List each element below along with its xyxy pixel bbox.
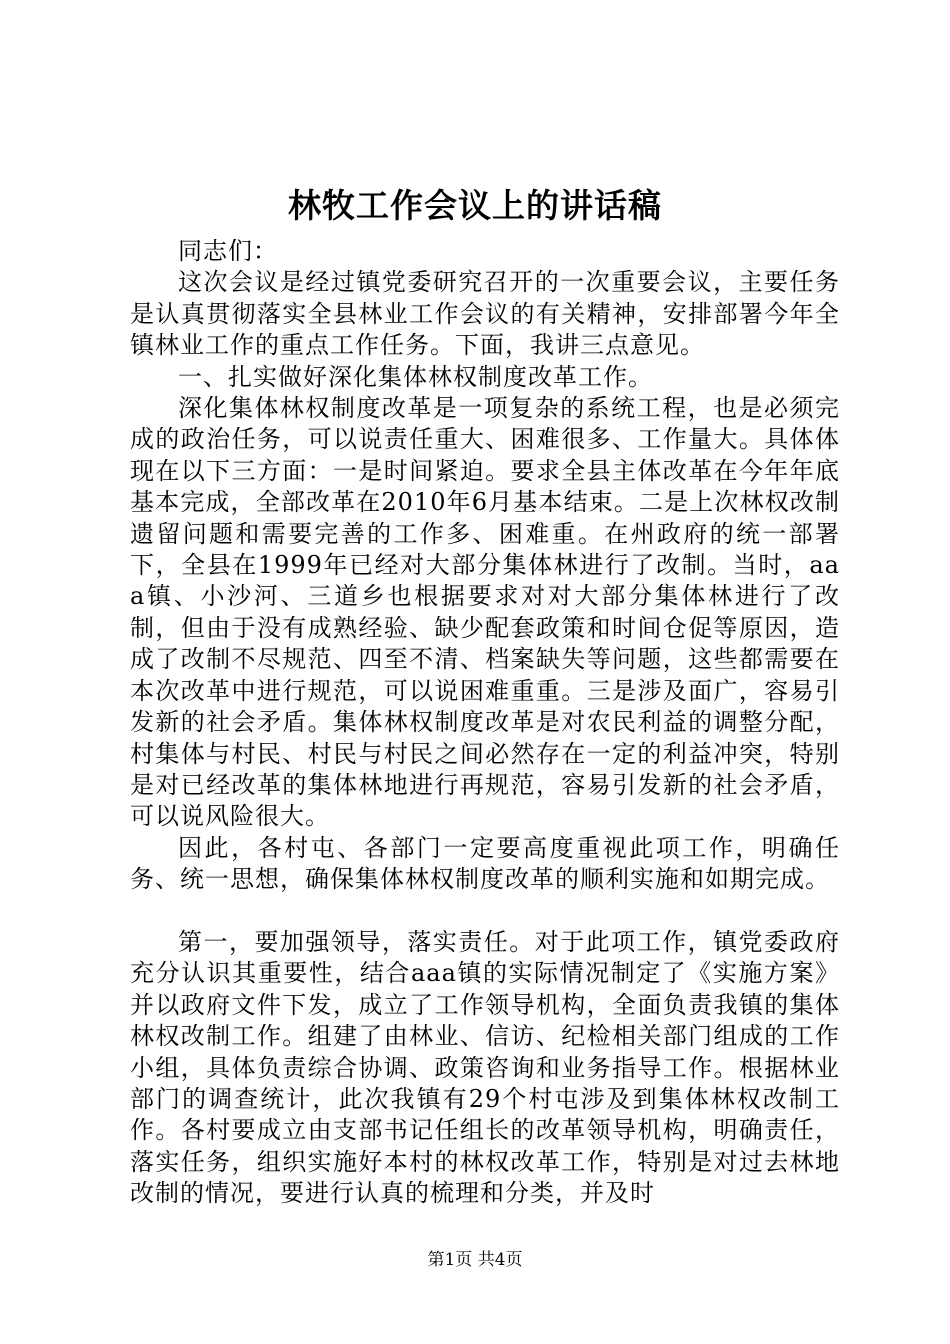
paragraph-intro: 这次会议是经过镇党委研究召开的一次重要会议，主要任务是认真贯彻落实全县林业工作会议的有关精神，安排部署今年全镇林业工作的重点工作任务。下面，我讲三点意见。 [130, 268, 840, 360]
salutation: 同志们： [178, 237, 278, 265]
section-heading-1: 一、扎实做好深化集体林权制度改革工作。 [178, 362, 653, 391]
paragraph-reform: 深化集体林权制度改革是一项复杂的系统工程，也是必须完成的政治任务，可以说责任重大、困难很多、工作量大。具体体现在以下三方面：一是时间紧迫。要求全县主体改革在今年年底基本完成，全部改革在2010年6月基本结束。二是上次林权改制遗留问题和需要完善的工作多、困难重。在州政府的统一部署下，全县在1999年已经对大部分集体林进行了改制。当时，aaa镇、小沙河、三道乡也根据要求对对大部分集体林进行了改制，但由于没有成熟经验、缺少配套政策和时间仓促等原因，造成了改制不尽规范、四至不清、档案缺失等问题，这些都需要在本次改革中进行规范，可以说困难重重。三是涉及面广，容易引发新的社会矛盾。集体林权制度改革是对农民利益的调整分配，村集体与村民、村民与村民之间必然存在一定的利益冲突，特别是对已经改革的集体林地进行再规范，容易引发新的社会矛盾，可以说风险很大。 [130, 394, 840, 831]
paragraph-first: 第一，要加强领导，落实责任。对于此项工作，镇党委政府充分认识其重要性，结合aaa镇的实际情况制定了《实施方案》并以政府文件下发，成立了工作领导机构，全面负责我镇的集体林权改制工作。组建了由林业、信访、纪检相关部门组成的工作小组，具体负责综合协调、政策咨询和业务指导工作。根据林业部门的调查统计，此次我镇有29个村屯涉及到集体林权改制工作。各村要成立由支部书记任组长的改革领导机构，明确责任，落实任务，组织实施好本村的林权改革工作，特别是对过去林地改制的情况，要进行认真的梳理和分类，并及时 [130, 927, 840, 1208]
page-footer: 第1页 共4页 [427, 1250, 523, 1270]
document-body [130, 236, 840, 1210]
paragraph-therefore: 因此，各村屯、各部门一定要高度重视此项工作，明确任务、统一思想，确保集体林权制度改革的顺利实施和如期完成。 [130, 833, 840, 894]
document-title: 林牧工作会议上的讲话稿 [288, 186, 662, 225]
